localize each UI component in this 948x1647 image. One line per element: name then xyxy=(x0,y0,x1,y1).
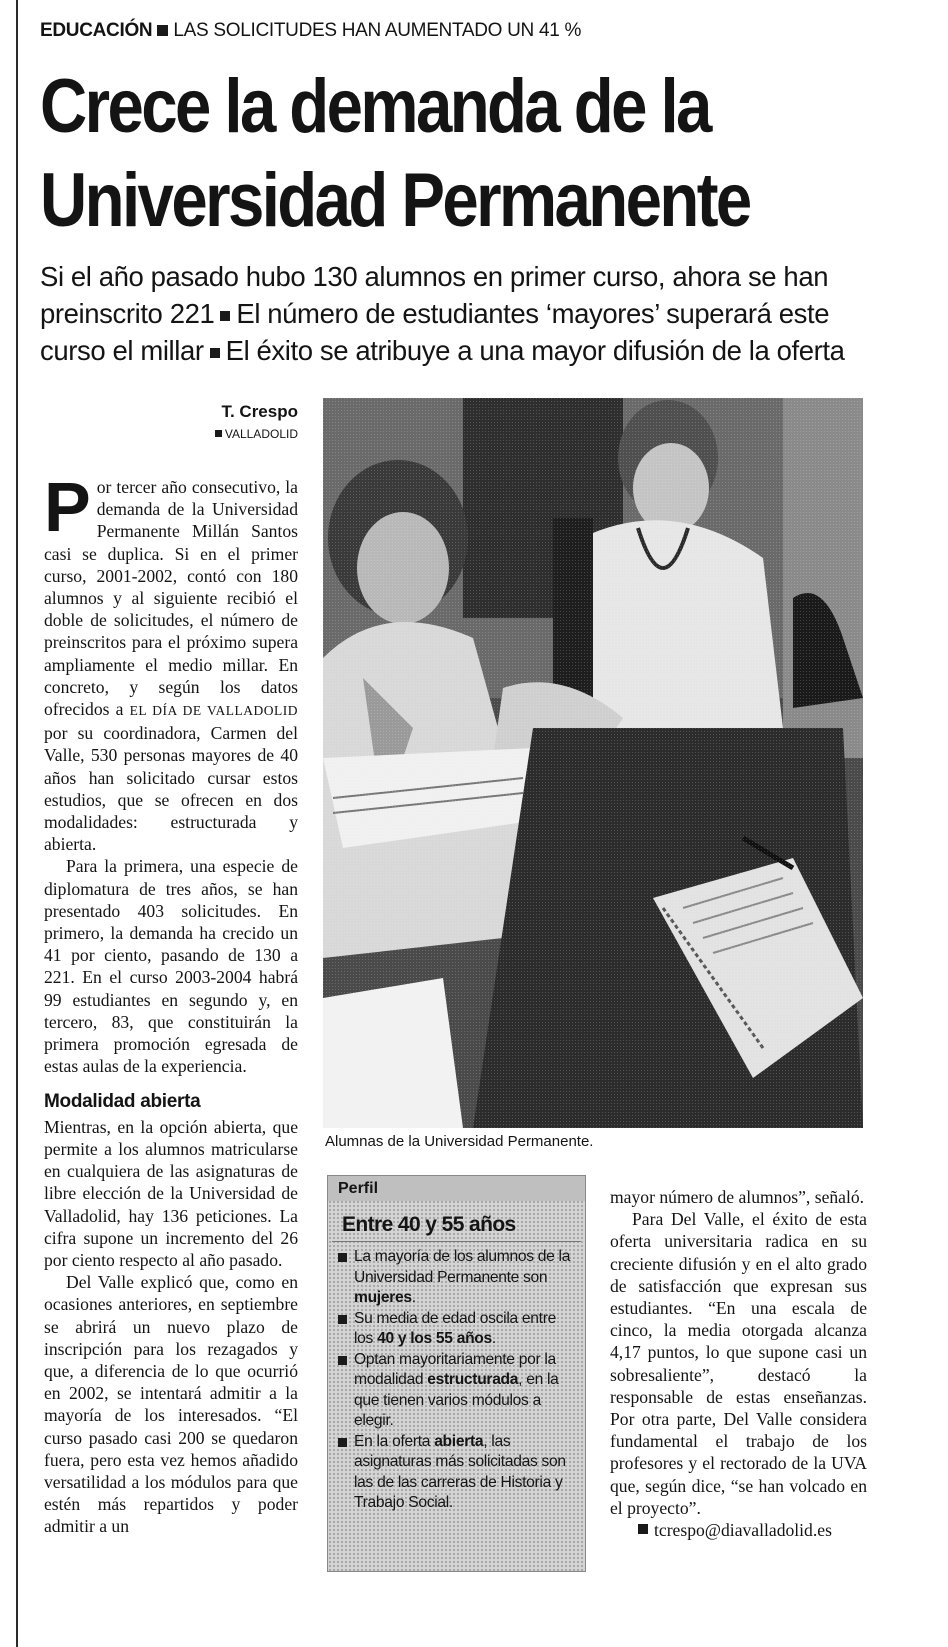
byline xyxy=(120,402,298,441)
profile-item-text: , las asignaturas más solicitadas son las de las carreras de Historia y Trabajo Social. xyxy=(354,1432,566,1511)
paragraph-1-text-b: por su coordinadora, Carmen del Valle, 530 personas mayores de 40 años han solicitado cursar estos estudios, que se ofrecen en dos modalidades: estructurada y abierta. xyxy=(44,723,298,855)
profile-item-text: Optan mayoritariamente por la modalidad xyxy=(354,1350,556,1388)
bullet-square-icon xyxy=(210,348,220,358)
article-column-1 xyxy=(44,468,298,1538)
profile-list xyxy=(328,1245,585,1514)
headline-line-1: Crece la demanda de la xyxy=(40,64,710,149)
subhead-line-3-end: El éxito se atribuye a una mayor difusión de la oferta xyxy=(225,335,845,366)
page-left-rule xyxy=(16,0,18,1647)
article-paragraph-1 xyxy=(44,468,298,855)
subhead-line-2 xyxy=(40,295,920,332)
profile-heading: Entre 40 y 55 años xyxy=(332,1201,581,1242)
bullet-square-icon xyxy=(157,25,168,36)
article-paragraph-4: Del Valle explicó que, como en ocasiones anteriores, en septiembre se abrirá un nuevo plazo de inscripción para los rezagados y que, a diferencia de lo que ocurrió en 2002, se intentará admitir a la mayoría de los interesados. “El curso pasado casi 200 se quedaron fuera, pero esta vez hemos añadido versatilidad a los módulos para que estén más repartidos y poder admitir a un xyxy=(44,1272,298,1537)
profile-item xyxy=(338,1350,575,1432)
profile-item-highlight: 40 y los 55 años xyxy=(377,1330,492,1347)
article-paragraph-5: mayor número de alumnos”, señaló. xyxy=(610,1187,865,1207)
article-paragraph-6: Para Del Valle, el éxito de esta oferta universitaria radica en su creciente difusión y en el alto grado de satisfacción que expresan sus estudiantes. “En una escala de cinco, la media otorgada alcanza 4,17 puntos, lo que supone casi un sobresaliente”, destacó la responsable de estas enseñanzas. Por otra parte, Del Valle considera fundamental el trabajo de los profesores y el rectorado de la UVA que, según dice, “se han volcado en el proyecto”. xyxy=(610,1209,867,1518)
byline-place xyxy=(120,427,298,441)
bullet-square-icon xyxy=(338,1438,347,1447)
article-paragraph-2: Para la primera, una especie de diplomatura de tres años, se han presentado 403 solicitudes. En primero, la demanda ha crecido un 41 por ciento, pasando de 130 a 221. En el curso 2003-2004 habrá 99 estudiantes en segundo y, en tercero, 83, que constituirán la primera promoción egresada de estas aulas de la experiencia. xyxy=(44,856,298,1077)
profile-item xyxy=(338,1309,575,1350)
byline-place-text: VALLADOLID xyxy=(224,427,298,441)
profile-item xyxy=(338,1432,575,1514)
profile-item-text: Su media de edad oscila entre los xyxy=(354,1309,556,1347)
section-label: EDUCACIÓN xyxy=(40,20,153,41)
subhead-line-1: Si el año pasado hubo 130 alumnos en primer curso, ahora se han xyxy=(40,261,829,292)
photo-caption: Alumnas de la Universidad Permanente. xyxy=(325,1133,594,1150)
article-subtitle: Modalidad abierta xyxy=(44,1091,201,1113)
section-kicker xyxy=(40,20,920,42)
newspaper-name: EL DÍA DE VALLADOLID xyxy=(129,703,298,719)
bullet-square-icon xyxy=(338,1315,347,1324)
profile-item xyxy=(338,1247,575,1309)
author-email: tcrespo@diavalladolid.es xyxy=(654,1520,832,1541)
profile-item-text: La mayoría de los alumnos de la Universidad Permanente son xyxy=(354,1248,571,1286)
profile-item-highlight: abierta xyxy=(434,1432,484,1450)
profile-item-text: . xyxy=(491,1330,496,1347)
profile-title: Perfil xyxy=(328,1176,585,1201)
subhead-line-2-start: preinscrito 221 xyxy=(40,298,215,329)
subheadline xyxy=(40,258,920,369)
subhead-line-3-start: curso el millar xyxy=(40,335,204,366)
bullet-square-icon xyxy=(338,1253,347,1262)
profile-item-text: , en la que tienen varios módulos a elegir. xyxy=(354,1371,559,1429)
headline-line-2: Universidad Permanente xyxy=(40,158,750,243)
profile-item-highlight: mujeres xyxy=(354,1289,412,1306)
article-paragraph-3: Mientras, en la opción abierta, que permite a los alumnos matricularse en cualquiera de las asignaturas de libre elección de la Universidad de Valladolid, hay 136 peticiones. La cifra supone un incremento del 26 por ciento respecto al año pasado. xyxy=(44,1116,298,1270)
bullet-square-icon xyxy=(220,311,230,321)
profile-item-text: . xyxy=(411,1289,416,1306)
bullet-square-icon xyxy=(338,1356,347,1365)
author-email-line xyxy=(610,1519,867,1541)
profile-item-text: En la oferta xyxy=(354,1432,435,1450)
drop-cap: P xyxy=(44,468,91,546)
subhead-line-3 xyxy=(40,332,920,369)
byline-author: T. Crespo xyxy=(221,402,298,421)
headline xyxy=(40,60,797,248)
article-photo xyxy=(323,398,863,1128)
photo-illustration xyxy=(323,398,863,1128)
paragraph-1-text-a: or tercer año consecutivo, la demanda de la Universidad Permanente Millán Santos casi se duplica. Si en el primer curso, 2001-2002, contó con 180 alumnos y al siguiente recibió el doble de solicitudes, el número de preinscritos para el próximo supera ampliamente el medio millar. En concreto, y según los datos ofrecidos a xyxy=(44,477,298,720)
profile-item-highlight: estructurada xyxy=(427,1371,519,1388)
bullet-square-icon xyxy=(215,430,222,437)
article-column-3 xyxy=(610,1186,867,1541)
subhead-line-2-end: El número de estudiantes ‘mayores’ superará este xyxy=(236,298,830,329)
kicker-text: LAS SOLICITUDES HAN AUMENTADO UN 41 % xyxy=(173,20,582,41)
bullet-square-icon xyxy=(638,1524,648,1534)
profile-sidebar xyxy=(327,1175,586,1572)
